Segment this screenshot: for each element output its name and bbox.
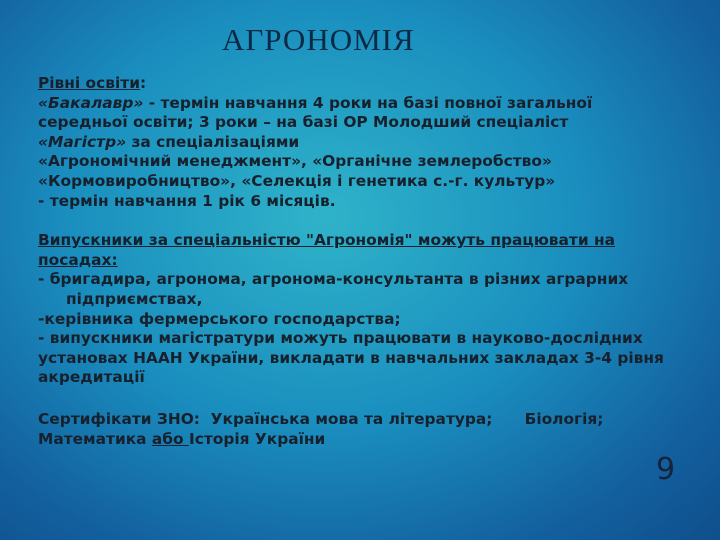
slide-title: АГРОНОМІЯ	[222, 22, 415, 57]
master-line	[38, 133, 678, 153]
master-line-2: «Агрономічний менеджмент», «Органічне землеробство»	[38, 152, 552, 171]
graduates-item-3-cont: установах НААН України, викладати в навчальних закладах 3-4 рівня	[38, 348, 664, 367]
master-name: «Магістр»	[38, 132, 127, 151]
graduates-item-1-cont: підприємствах,	[66, 289, 203, 308]
bachelor-name: «Бакалавр»	[38, 93, 144, 112]
certificates-math: Математика	[38, 429, 152, 448]
certificates-history: Історія України	[189, 429, 326, 448]
levels-heading-colon: :	[139, 74, 147, 92]
graduates-item-3-cont-2: акредитації	[38, 368, 145, 387]
page-number: 9	[656, 452, 676, 487]
graduates-item-3: - випускники магістратури можуть працювати в науково-дослідних	[38, 329, 643, 348]
master-term: - термін навчання 1 рік 6 місяців.	[38, 191, 336, 210]
graduates-item-1: - бригадира, агронома, агронома-консультанта в різних аграрних	[38, 270, 629, 289]
slide-content	[38, 74, 678, 449]
bachelor-term: - термін навчання 4 роки на базі повної загальної	[143, 93, 593, 112]
spacer	[38, 388, 678, 410]
spacer	[38, 211, 678, 231]
levels-heading-line	[38, 74, 678, 94]
graduates-item-2: -керівника фермерського господарства;	[38, 309, 401, 328]
master-line-3: «Кормовиробництво», «Селекція і генетика с.-г. культур»	[38, 171, 556, 190]
graduates-heading-1: Випускники за спеціальністю "Агрономія" можуть працювати на	[38, 231, 615, 250]
master-specializations: за спеціалізаціями	[126, 132, 300, 151]
certificates-or: або	[151, 429, 189, 448]
bachelor-line-2: середньої освіти; 3 роки – на базі ОР Молодший спеціаліст	[38, 113, 569, 132]
certificates-line-1: Сертифікати ЗНО: Українська мова та література; Біологія;	[38, 409, 604, 428]
graduates-heading-2: посадах:	[38, 250, 118, 269]
levels-heading: Рівні освіти	[38, 74, 140, 92]
certificates-line-2	[38, 430, 678, 450]
bachelor-line	[38, 94, 678, 114]
